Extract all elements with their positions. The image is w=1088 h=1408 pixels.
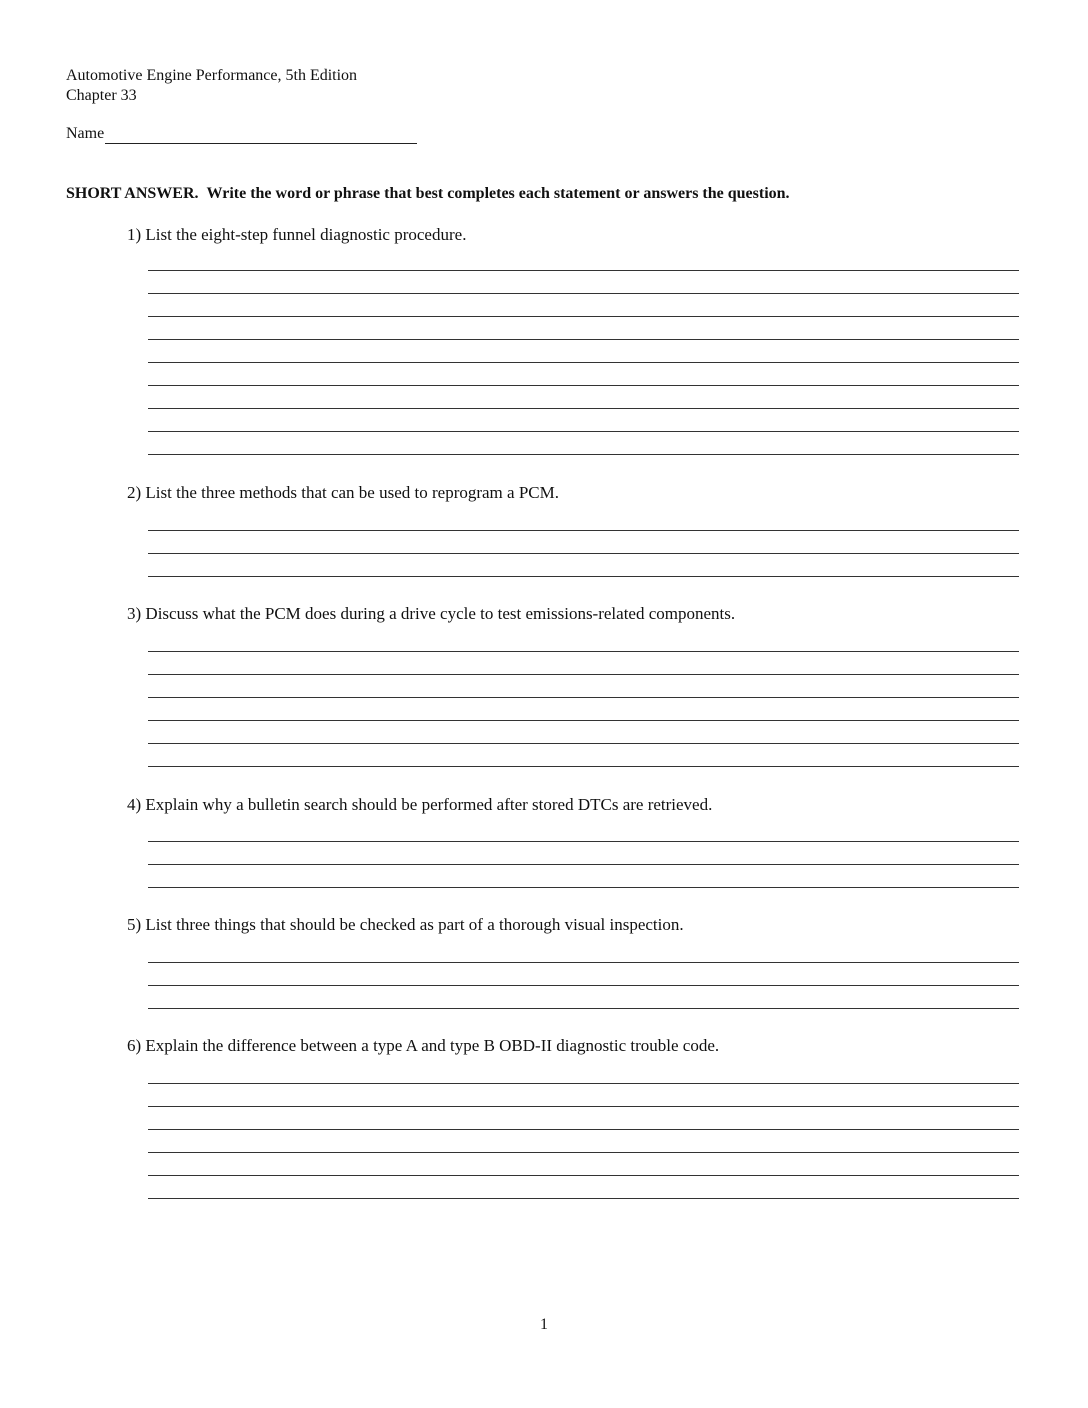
answer-line[interactable] (148, 316, 1019, 317)
answer-line[interactable] (148, 1198, 1019, 1199)
answer-line[interactable] (148, 576, 1019, 577)
instructions-heading: SHORT ANSWER. (66, 185, 199, 202)
answer-line[interactable] (148, 408, 1019, 409)
answer-area-4[interactable] (148, 841, 1019, 910)
answer-line[interactable] (148, 743, 1019, 744)
question-text: List three things that should be checked as part of a thorough visual inspection. (145, 915, 684, 934)
name-label: Name (66, 125, 105, 142)
answer-area-1[interactable] (148, 270, 1019, 477)
answer-line[interactable] (148, 362, 1019, 363)
answer-line[interactable] (148, 766, 1019, 767)
answer-line[interactable] (148, 1175, 1019, 1176)
book-title: Automotive Engine Performance, 5th Edition (66, 67, 358, 84)
answer-line[interactable] (148, 651, 1019, 652)
question-text: List the three methods that can be used to reprogram a PCM. (145, 483, 559, 502)
answer-line[interactable] (148, 1152, 1019, 1153)
answer-line[interactable] (148, 864, 1019, 865)
instructions (66, 184, 790, 204)
question-number: 2) (127, 483, 142, 502)
answer-area-5[interactable] (148, 962, 1019, 1031)
answer-area-2[interactable] (148, 530, 1019, 599)
answer-line[interactable] (148, 270, 1019, 271)
question-6 (127, 1036, 719, 1056)
question-number: 1) (127, 225, 142, 244)
name-input-line[interactable] (105, 127, 417, 144)
instructions-text: Write the word or phrase that best completes each statement or answers the question. (206, 185, 790, 202)
question-text: Discuss what the PCM does during a drive cycle to test emissions-related components. (145, 604, 736, 623)
answer-line[interactable] (148, 553, 1019, 554)
answer-line[interactable] (148, 1106, 1019, 1107)
question-text: List the eight-step funnel diagnostic procedure. (145, 225, 467, 244)
question-number: 3) (127, 604, 142, 623)
question-number: 4) (127, 795, 142, 814)
question-text: Explain the difference between a type A and type B OBD-II diagnostic trouble code. (145, 1036, 720, 1055)
answer-line[interactable] (148, 841, 1019, 842)
answer-area-6[interactable] (148, 1083, 1019, 1221)
page-number: 1 (540, 1316, 548, 1333)
question-5 (127, 915, 684, 935)
answer-line[interactable] (148, 887, 1019, 888)
answer-line[interactable] (148, 697, 1019, 698)
answer-line[interactable] (148, 1129, 1019, 1130)
answer-line[interactable] (148, 1083, 1019, 1084)
answer-line[interactable] (148, 293, 1019, 294)
answer-line[interactable] (148, 1008, 1019, 1009)
answer-line[interactable] (148, 454, 1019, 455)
answer-line[interactable] (148, 530, 1019, 531)
answer-area-3[interactable] (148, 651, 1019, 789)
name-row (66, 124, 417, 144)
answer-line[interactable] (148, 720, 1019, 721)
question-number: 6) (127, 1036, 142, 1055)
question-3 (127, 604, 735, 624)
answer-line[interactable] (148, 985, 1019, 986)
answer-line[interactable] (148, 674, 1019, 675)
chapter-label: Chapter 33 (66, 87, 137, 104)
question-2 (127, 483, 559, 503)
question-number: 5) (127, 915, 142, 934)
question-1 (127, 225, 466, 245)
answer-line[interactable] (148, 431, 1019, 432)
answer-line[interactable] (148, 962, 1019, 963)
answer-line[interactable] (148, 385, 1019, 386)
question-4 (127, 795, 712, 815)
answer-line[interactable] (148, 339, 1019, 340)
question-text: Explain why a bulletin search should be performed after stored DTCs are retrieved. (145, 795, 713, 814)
